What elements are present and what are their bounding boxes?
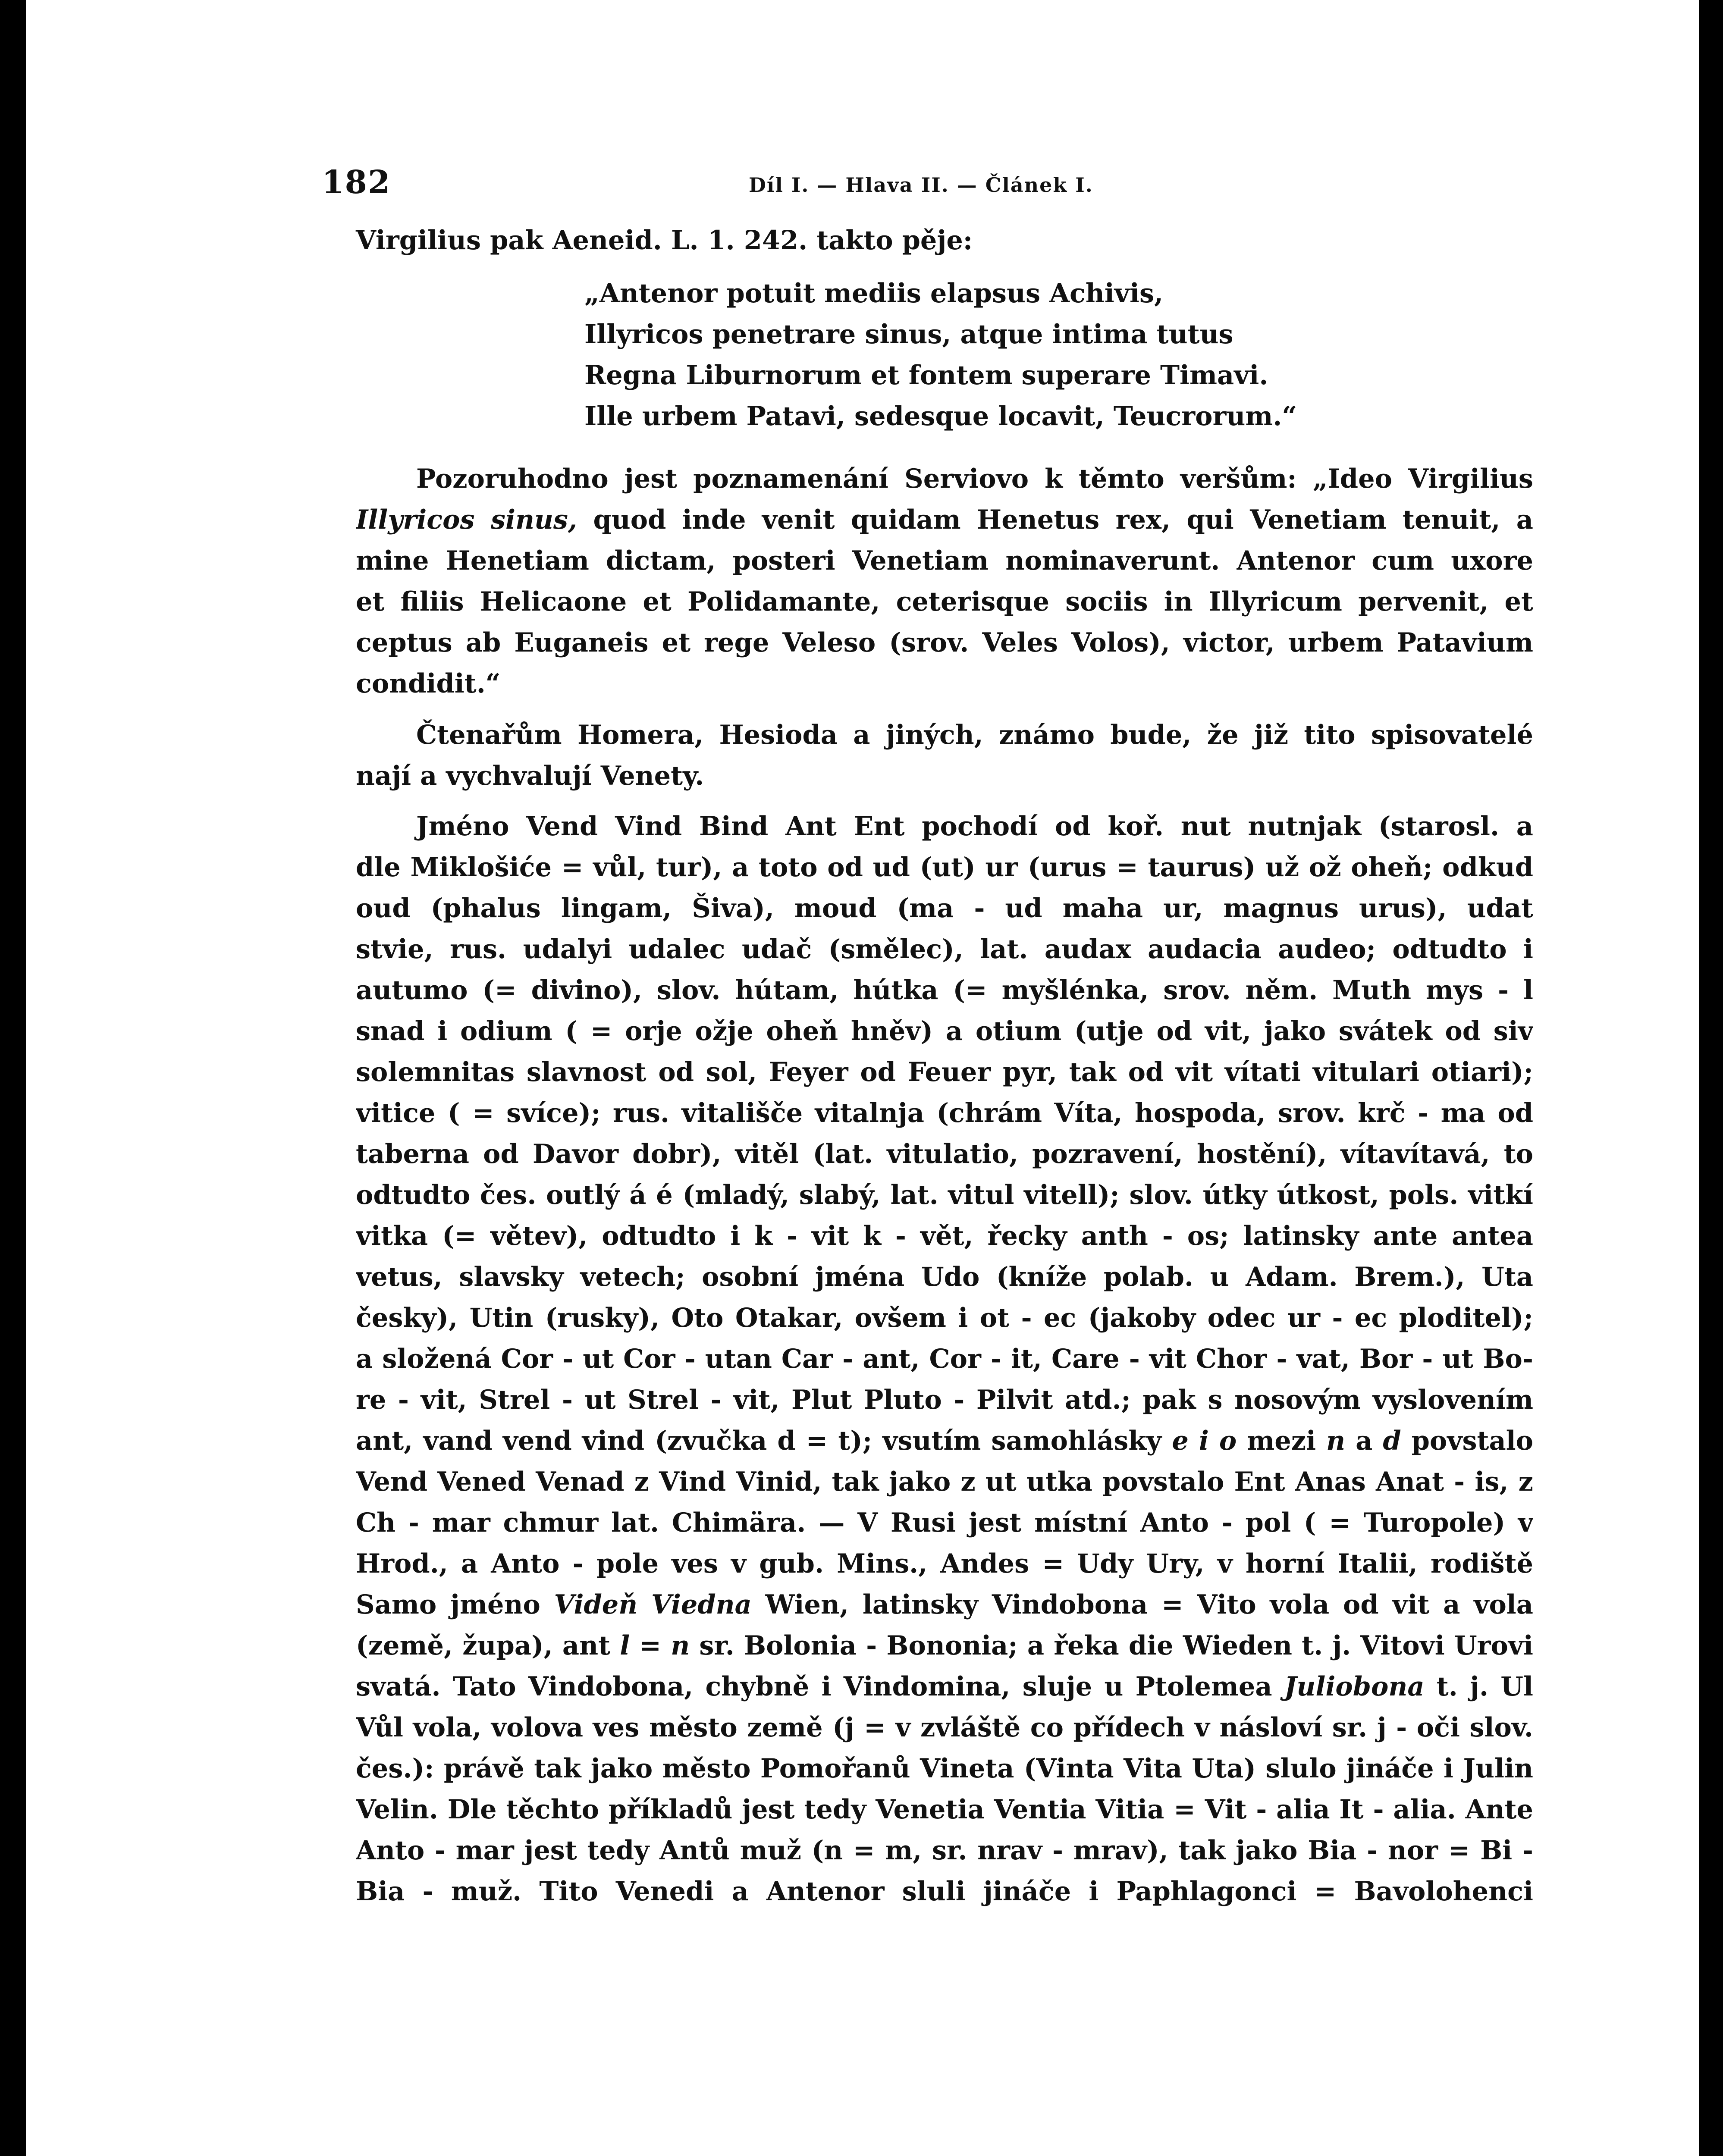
spacer: [356, 437, 1533, 458]
paragraph-line: re - vit, Strel - ut Strel - vit, Plut Pluto - Pilvit atd.; pak s nosovým vyslovením: [356, 1385, 1533, 1415]
paragraph-line: [356, 1625, 1533, 1666]
running-header: [322, 164, 1555, 203]
paragraph-line: stvie, rus. udalyi udalec udač (smělec), lat. audax audacia audeo; odtudto i: [356, 934, 1533, 965]
paragraph-line: Čtenařům Homera, Hesioda a jiných, známo bude, že již tito spisovatelé: [416, 720, 1533, 750]
paragraph-line: mine Henetiam dictam, posteri Venetiam nominaverunt. Antenor cum uxore: [356, 545, 1533, 576]
paragraph-line: snad i odium ( = orje ožje oheň hněv) a otium (utje od vit, jako svátek od siv: [356, 1016, 1533, 1047]
paragraph-line: čes.): právě tak jako město Pomořanů Vineta (Vinta Vita Uta) slulo jináče i Julin: [356, 1753, 1533, 1784]
verse-line: Ille urbem Patavi, sedesque locavit, Teucrorum.“: [584, 401, 1297, 432]
paragraph-line: condidit.“: [356, 668, 501, 699]
paragraph-line: Vůl vola, volova ves město země (j = v zvláště co přídech v násloví sr. j - oči slov.: [356, 1712, 1533, 1743]
italic-term: n: [1326, 1426, 1346, 1456]
verse-line: „Antenor potuit mediis elapsus Achivis,: [584, 278, 1164, 309]
italic-term: d: [1383, 1426, 1401, 1456]
text-run: ant, vand vend vind (zvučka d = t); vsutím samohlásky: [356, 1426, 1162, 1456]
paragraph-line: česky), Utin (rusky), Oto Otakar, ovšem i ot - ec (jakoby odec ur - ec ploditel);: [356, 1303, 1533, 1333]
verse-line: Illyricos penetrare sinus, atque intima tutus: [584, 319, 1233, 350]
paragraph-line: a složená Cor - ut Cor - utan Car - ant, Cor - it, Care - vit Chor - vat, Bor - ut Bo-: [356, 1344, 1533, 1374]
text-run: svatá. Tato Vindobona, chybně i Vindomina, sluje u Ptolemea: [356, 1671, 1284, 1702]
paragraph-line: Velin. Dle těchto příkladů jest tedy Venetia Ventia Vitia = Vit - alia It - alia. Ante: [356, 1794, 1533, 1825]
spacer: [356, 704, 1533, 714]
text-run: t. j. Ul: [1436, 1671, 1533, 1702]
italic-term: e i o: [1172, 1426, 1237, 1456]
paragraph-line: oud (phalus lingam, Šiva), moud (ma - ud maha ur, magnus urus), udat: [356, 893, 1533, 924]
paragraph-line: Anto - mar jest tedy Antů muž (n = m, sr. nrav - mrav), tak jako Bia - nor = Bi -: [356, 1835, 1533, 1866]
paragraph-line: Pozoruhodno jest poznamenání Serviovo k těmto veršům: „Ideo Virgilius: [416, 464, 1533, 494]
paragraph-line: ceptus ab Euganeis et rege Veleso (srov. Veles Volos), victor, urbem Patavium: [356, 627, 1533, 658]
paragraph-line: autumo (= divino), slov. hútam, hútka (= myšlénka, srov. něm. Muth mys - l: [356, 975, 1533, 1006]
paragraph-line: dle Miklošiće = vůl, tur), a toto od ud (ut) ur (urus = taurus) už ož oheň; odkud: [356, 852, 1533, 883]
spacer: [356, 796, 1533, 806]
text-run: sr. Bolonia - Bononia; a řeka die Wieden t. j. Vitovi Urovi: [699, 1630, 1533, 1661]
italic-term: Illyricos sinus,: [356, 505, 577, 535]
paragraph-line: Ch - mar chmur lat. Chimära. — V Rusi jest místní Anto - pol ( = Turopole) v: [356, 1507, 1533, 1538]
italic-term: Juliobona: [1284, 1671, 1425, 1702]
paragraph-line: [356, 1584, 1533, 1625]
paragraph-line: [356, 1666, 1533, 1707]
paragraph-line: Hrod., a Anto - pole ves v gub. Mins., Andes = Udy Ury, v horní Italii, rodiště: [356, 1548, 1533, 1579]
text-run: povstalo: [1411, 1426, 1533, 1456]
paragraph-line: solemnitas slavnost od sol, Feyer od Feuer pyr, tak od vit vítati vitulari otiari);: [356, 1057, 1533, 1087]
text-run: Samo jméno: [356, 1589, 554, 1620]
paragraph-line: Jméno Vend Vind Bind Ant Ent pochodí od koř. nut nutnjak (starosl. a: [416, 811, 1533, 842]
paragraph-line: odtudto čes. outlý á é (mladý, slabý, lat. vitul vitell); slov. útky útkost, pols. vitkí: [356, 1180, 1533, 1210]
body-text: [356, 220, 1533, 1912]
text-run: (země, župa), ant: [356, 1630, 620, 1661]
header-title: Díl I. — Hlava II. — Článek I.: [749, 173, 1093, 197]
paragraph-line: vetus, slavsky vetech; osobní jména Udo (kníže polab. u Adam. Brem.), Uta: [356, 1262, 1533, 1292]
text-run: mezi: [1237, 1426, 1327, 1456]
paragraph-line: Vend Vened Venad z Vind Vinid, tak jako z ut utka povstalo Ent Anas Anat - is, z: [356, 1467, 1533, 1497]
verse-line: Regna Liburnorum et fontem superare Timavi.: [584, 360, 1268, 391]
paragraph-line: taberna od Davor dobr), vitěl (lat. vitulatio, pozravení, hostění), vítavítavá, to: [356, 1139, 1533, 1169]
intro-line: Virgilius pak Aeneid. L. 1. 242. takto pěje:: [356, 225, 973, 256]
paragraph-line: [356, 499, 1533, 540]
text-run: Wien, latinsky Vindobona = Vito vola od vit a vola: [765, 1589, 1533, 1620]
italic-term: Videň Viedna: [554, 1589, 752, 1620]
text-run: quod inde venit quidam Henetus rex, qui Venetiam tenuit, a: [593, 505, 1533, 535]
paragraph-line: nají a vychvalují Venety.: [356, 761, 704, 791]
italic-term: l = n: [620, 1630, 690, 1661]
paragraph-line: et filiis Helicaone et Polidamante, ceterisque sociis in Illyricum pervenit, et: [356, 586, 1533, 617]
page-number: 182: [322, 164, 391, 201]
paragraph-line: vitice ( = svíce); rus. vitališče vitalnja (chrám Víta, hospoda, srov. krč - ma od: [356, 1098, 1533, 1128]
book-page: [26, 0, 1699, 2156]
paragraph-line: [356, 1420, 1533, 1461]
text-run: a: [1345, 1426, 1383, 1456]
paragraph-line: vitka (= větev), odtudto i k - vit k - vět, řecky anth - os; latinsky ante antea: [356, 1221, 1533, 1251]
paragraph-line: Bia - muž. Tito Venedi a Antenor sluli jináče i Paphlagonci = Bavolohenci: [356, 1876, 1533, 1907]
spacer: [356, 261, 1533, 273]
